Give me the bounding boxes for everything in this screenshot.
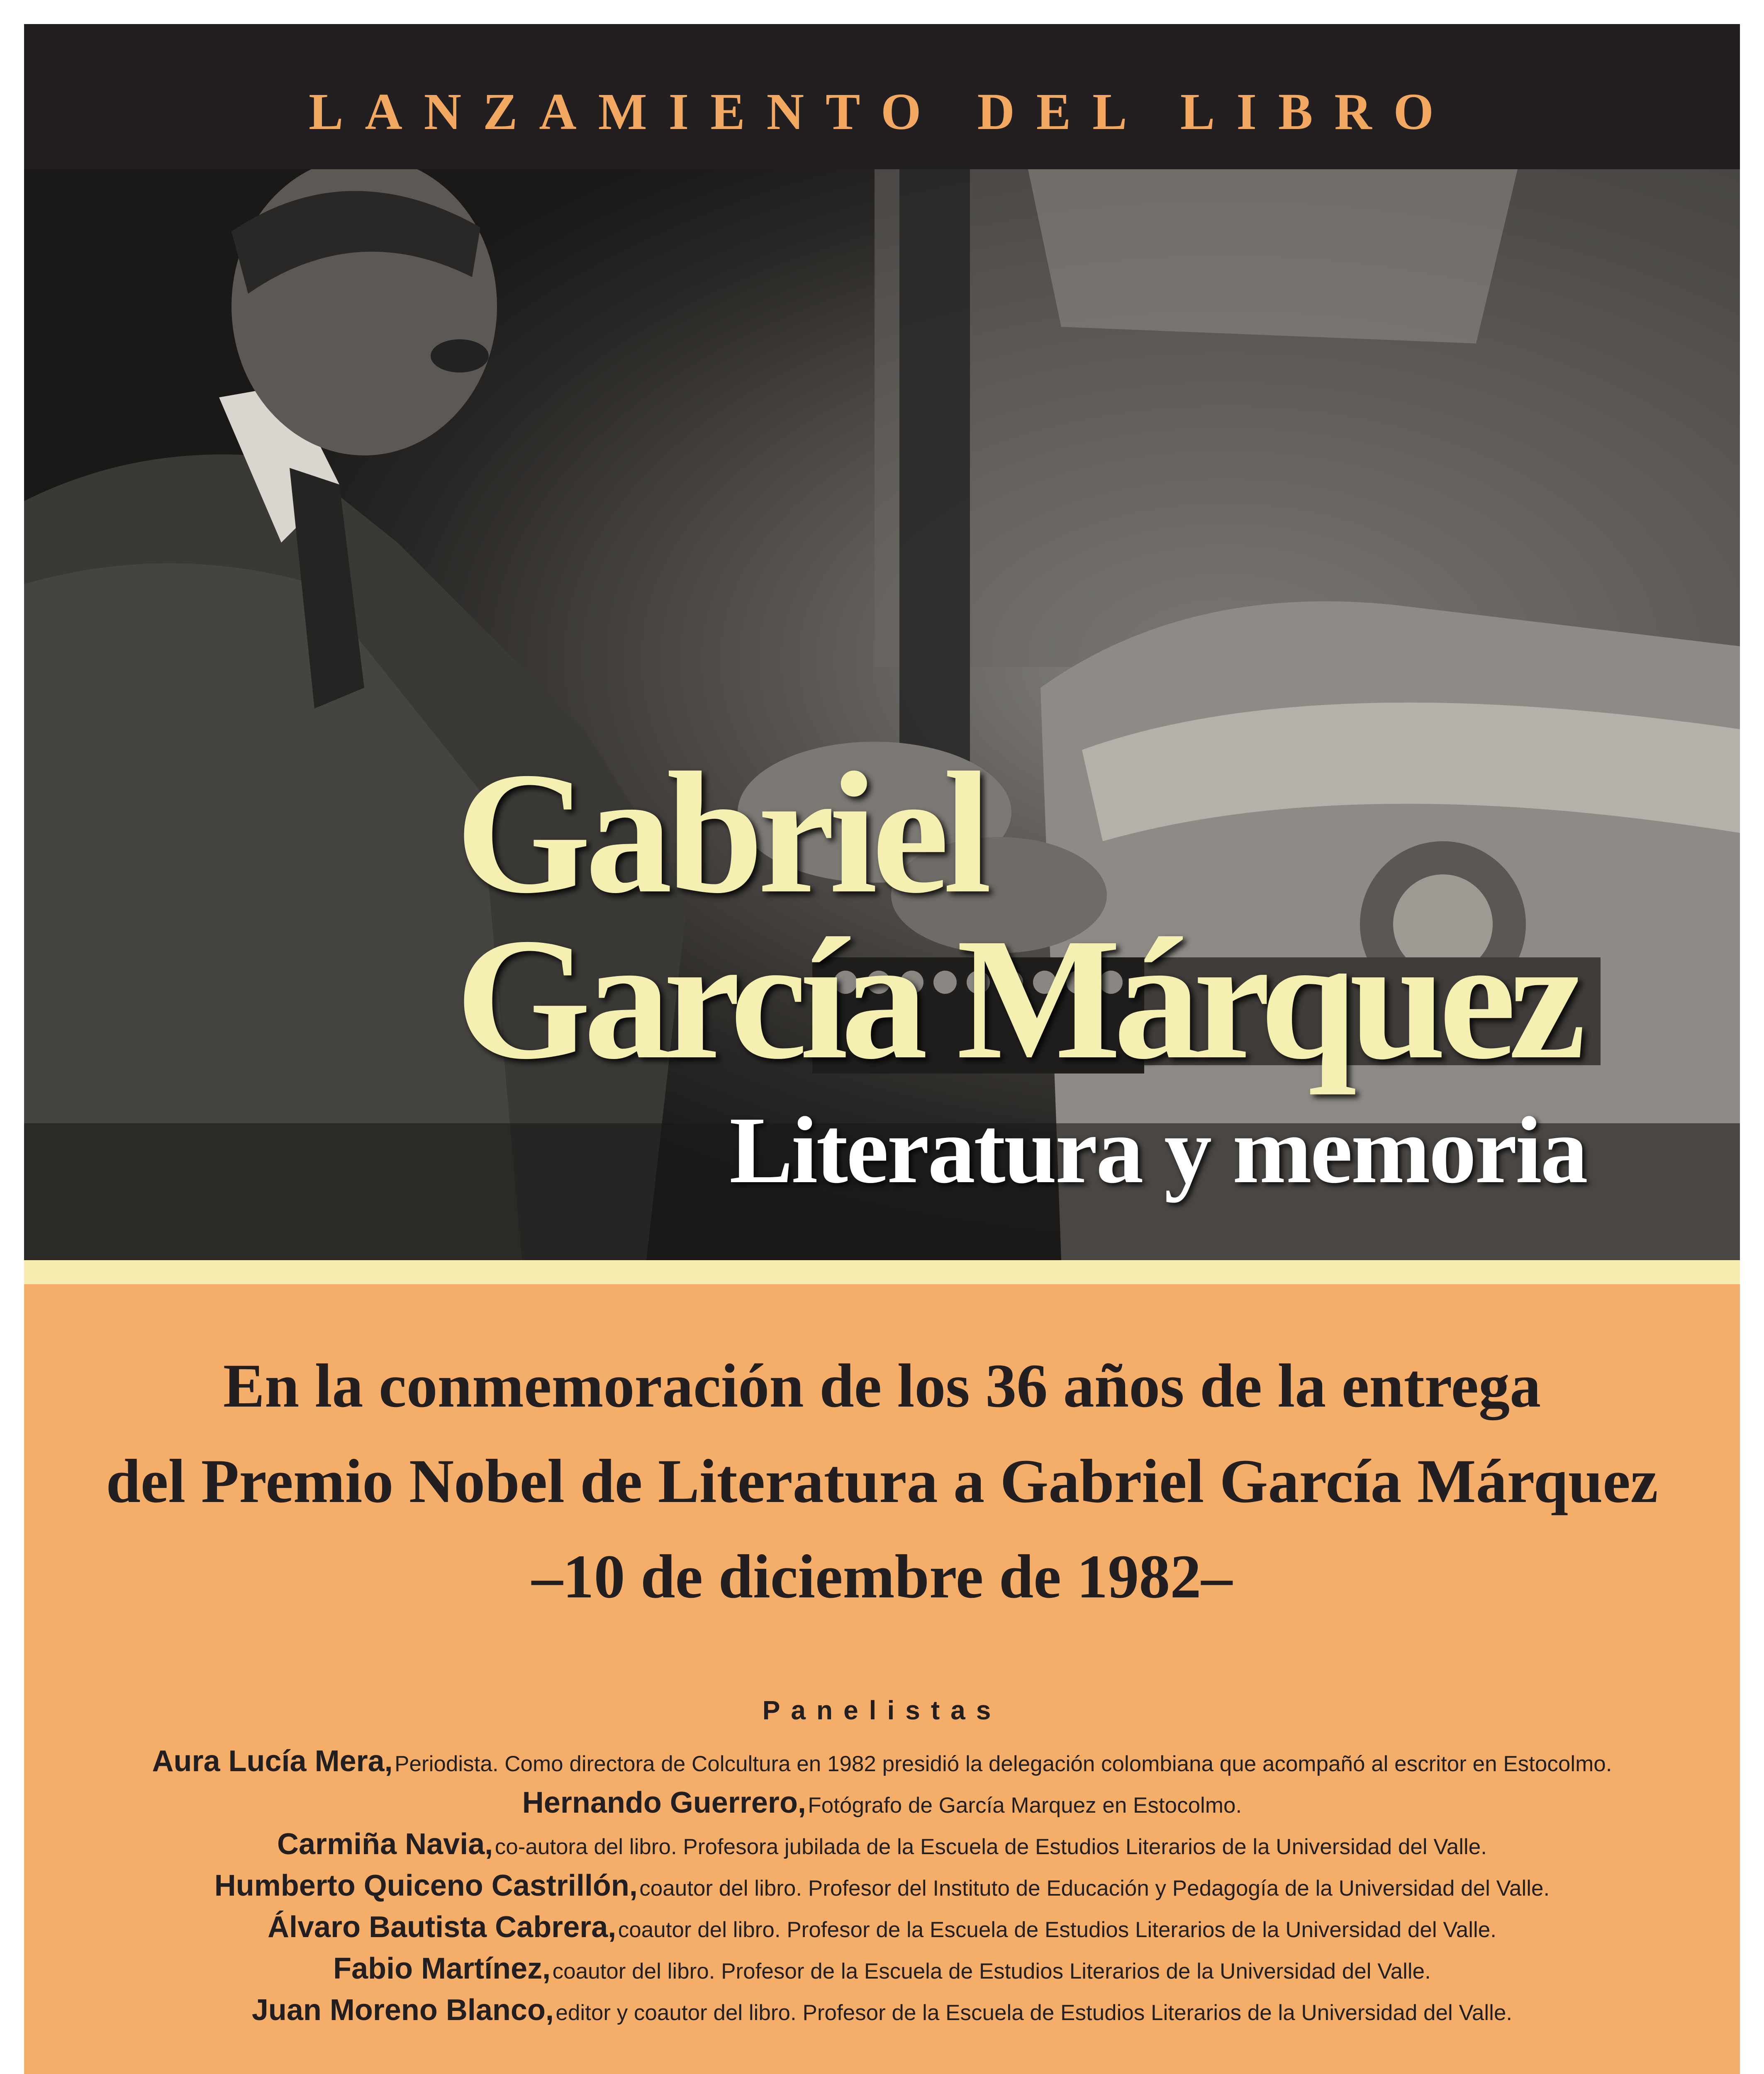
panelist-item: [24, 1948, 1740, 1989]
panelist-desc: editor y coautor del libro. Profesor de la Escuela de Estudios Literarios de la Universidad del Valle.: [556, 2001, 1513, 2025]
photo-illustration: [24, 169, 1740, 1260]
panelist-desc: coautor del libro. Profesor de la Escuela de Estudios Literarios de la Universidad del Valle.: [618, 1918, 1496, 1942]
info-panel: [24, 1284, 1740, 2074]
panelist-name: Hernando Guerrero,: [522, 1786, 806, 1819]
panelist-item: [24, 1989, 1740, 2031]
panelist-name: Humberto Quiceno Castrillón,: [214, 1869, 638, 1902]
book-subtitle: Literatura y memoria: [729, 1097, 1586, 1203]
panelist-name: Aura Lucía Mera,: [152, 1745, 393, 1778]
author-photo: [24, 169, 1740, 1260]
panelists-list: [24, 1741, 1740, 2031]
panelists-heading: Panelistas: [762, 1695, 1002, 1725]
panelist-desc: co-autora del libro. Profesora jubilada de la Escuela de Estudios Literarios de la Universidad del Valle.: [495, 1835, 1487, 1859]
announcement-line-3: –10 de diciembre de 1982–: [531, 1542, 1233, 1611]
header-band: [24, 24, 1740, 169]
panelist-name: Carmiña Navia,: [277, 1828, 493, 1861]
announcement-line-1: En la conmemoración de los 36 años de la entrega: [223, 1351, 1541, 1420]
panelist-name: Álvaro Bautista Cabrera,: [268, 1911, 616, 1944]
poster: [24, 24, 1740, 2074]
panelist-desc: Periodista. Como directora de Colcultura en 1982 presidió la delegación colombiana que acompañó al escritor en Estocolmo.: [395, 1752, 1612, 1776]
title-line-2: García Márquez: [456, 902, 1579, 1095]
panelist-desc: coautor del libro. Profesor de la Escuela de Estudios Literarios de la Universidad del Valle.: [552, 1959, 1431, 1984]
panelist-item: [24, 1865, 1740, 1906]
announcement-line-2: del Premio Nobel de Literatura a Gabriel García Márquez: [106, 1447, 1658, 1516]
panelist-desc: coautor del libro. Profesor del Instituto de Educación y Pedagogía de la Universidad del Valle.: [639, 1876, 1550, 1901]
panelist-item: [24, 1741, 1740, 1782]
title-line-1: Gabriel: [456, 736, 986, 929]
panelist-name: Fabio Martínez,: [333, 1952, 551, 1985]
panelist-name: Juan Moreno Blanco,: [251, 1994, 554, 2027]
panelist-item: [24, 1906, 1740, 1948]
event-kicker: LANZAMIENTO DEL LIBRO: [309, 83, 1455, 141]
divider-stripe: [24, 1260, 1740, 1284]
panelist-desc: Fotógrafo de García Marquez en Estocolmo.: [808, 1793, 1242, 1818]
panelist-item: [24, 1782, 1740, 1823]
panelist-item: [24, 1823, 1740, 1865]
